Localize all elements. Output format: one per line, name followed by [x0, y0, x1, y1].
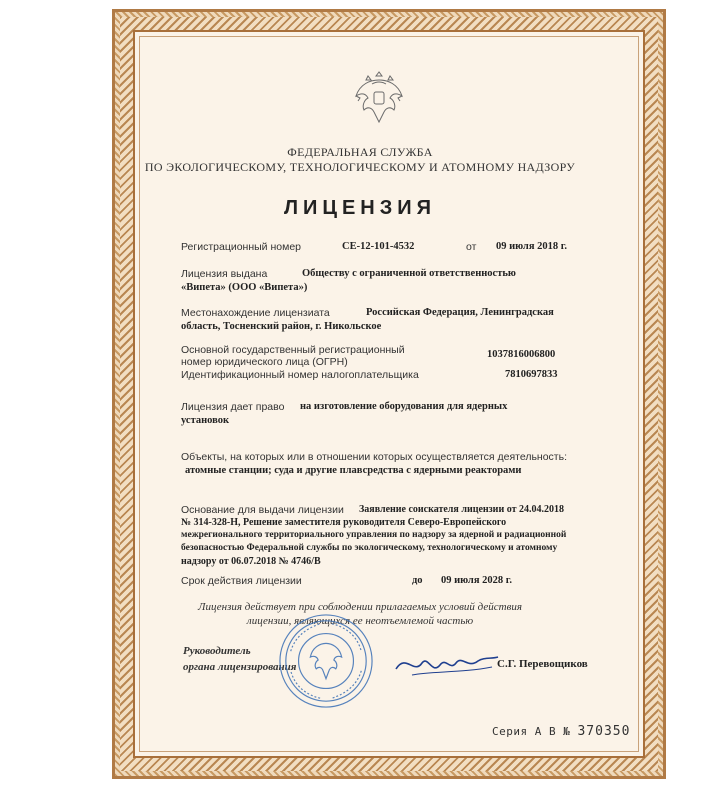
location-line1: Российская Федерация, Ленинградская: [366, 307, 554, 318]
validity-date: 09 июля 2028 г.: [441, 575, 512, 586]
registration-label: Регистрационный номер: [181, 241, 301, 253]
series-value: 370350: [577, 724, 631, 739]
right-line2: установок: [181, 415, 230, 426]
basis-line2: № 314-328-Н, Решение заместителя руководителя Северо-Европейского: [181, 517, 507, 528]
basis-line4: безопасностью Федеральной службы по экологическому, технологическому и атомному: [181, 543, 558, 553]
ogrn-label-line1: Основной государственный регистрационный: [181, 344, 405, 356]
signature-icon: [392, 645, 502, 685]
validity-label: Срок действия лицензии: [181, 575, 302, 587]
conditions-line2: лицензии, являющихся ее неотъемлемой частью: [246, 615, 474, 627]
agency-name-line2: ПО ЭКОЛОГИЧЕСКОМУ, ТЕХНОЛОГИЧЕСКОМУ И АТОМНОМУ НАДЗОРУ: [144, 160, 576, 174]
conditions-line1: Лицензия действует при соблюдении прилагаемых условий действия: [198, 601, 522, 613]
issued-to-line1: Обществу с ограниченной ответственностью: [302, 268, 516, 279]
registration-date: 09 июля 2018 г.: [496, 241, 567, 252]
right-label: Лицензия дает право: [181, 401, 285, 413]
location-label: Местонахождение лицензиата: [181, 307, 330, 319]
document-title: ЛИЦЕНЗИЯ: [283, 197, 437, 219]
registration-from-label: от: [466, 241, 477, 253]
series-number: [492, 724, 630, 739]
registration-number: СЕ-12-101-4532: [342, 241, 415, 252]
inn-value: 7810697833: [505, 369, 558, 380]
issued-to-line2: «Випета» (ООО «Випета»): [181, 282, 308, 293]
emblem-icon: [352, 66, 406, 128]
agency-name-line1: ФЕДЕРАЛЬНАЯ СЛУЖБА: [287, 145, 433, 159]
location-line2: область, Тосненский район, г. Никольское: [181, 321, 382, 332]
seal-stamp-icon: [277, 612, 375, 710]
basis-line1: Заявление соискателя лицензии от 24.04.2018: [359, 504, 564, 515]
basis-line3: межрегионального территориального управления по надзору за ядерной и радиационной: [181, 530, 567, 540]
signatory-title-line2: органа лицензирования: [183, 661, 297, 673]
issued-to-label: Лицензия выдана: [181, 268, 268, 280]
basis-line5: надзору от 06.07.2018 № 4746/В: [181, 556, 321, 567]
signatory-title-line1: Руководитель: [183, 645, 251, 657]
signatory-name: С.Г. Перевощиков: [497, 658, 588, 670]
inn-label: Идентификационный номер налогоплательщика: [181, 369, 419, 381]
series-label: Серия А В №: [492, 725, 571, 738]
ogrn-value: 1037816006800: [487, 349, 556, 360]
right-line1: на изготовление оборудования для ядерных: [300, 401, 508, 412]
validity-to-label: до: [412, 575, 423, 586]
objects-label: Объекты, на которых или в отношении которых осуществляется деятельность:: [181, 451, 567, 463]
objects-value: атомные станции; суда и другие плавсредства с ядерными реакторами: [185, 465, 522, 476]
basis-label: Основание для выдачи лицензии: [181, 504, 344, 516]
ogrn-label-line2: номер юридического лица (ОГРН): [181, 356, 348, 368]
